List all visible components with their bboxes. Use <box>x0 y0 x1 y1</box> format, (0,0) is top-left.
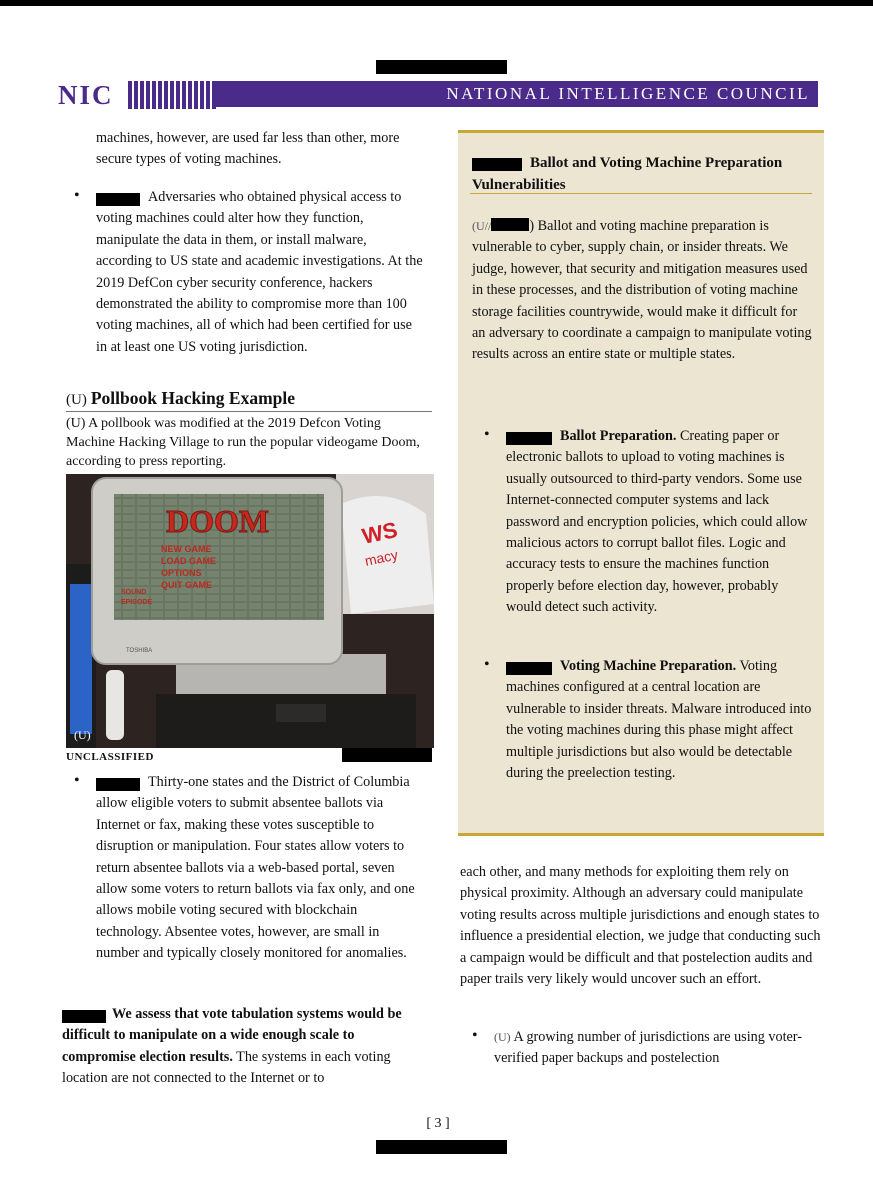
sidebar-title-text: Ballot and Voting Machine Preparation Vulnerabilities <box>472 155 783 193</box>
nic-logo-bars <box>128 81 218 109</box>
bullet-dot: • <box>484 426 490 443</box>
left-bullet-2 <box>96 772 426 965</box>
sidebar-bullet-2 <box>506 656 812 784</box>
example-heading <box>66 388 434 409</box>
svg-text:macy: macy <box>363 546 400 569</box>
sidebar-bullet-2-head: Voting Machine Preparation. <box>560 658 737 674</box>
assessment-rest: The systems in each voting location are not connected to the Internet or to <box>62 1048 391 1087</box>
left-bullet-1-text: Adversaries who obtained physical access to voting machines could alter how they function, manipulate the data in them, or install malware, according to US state and academic investigations. At the 2019 DefCon cyber security conference, hackers demonstrated the ability to compromise more than 100 voting machines, all of which had been certified for use in at least one US voting jurisdiction. <box>96 189 423 355</box>
svg-text:NEW GAME: NEW GAME <box>161 544 212 554</box>
right-bullet-marking: (U) <box>494 1030 511 1044</box>
sidebar-intro: (U// ) Ballot and voting machine preparation is vulnerable to cyber, supply chain, or insider threats. We judge, however, that security and mitigation measures used in these processes, and the distribution of voting machine storage facilities countrywide, would make it difficult for an adversary to coordinate a campaign to manipulate voting results across an entire state or multiple states. <box>472 218 812 363</box>
svg-text:LOAD GAME: LOAD GAME <box>161 556 216 566</box>
svg-text:SOUND: SOUND <box>121 589 147 596</box>
sidebar-title <box>472 152 812 196</box>
page-number: [ 3 ] <box>426 1116 450 1131</box>
top-page-edge <box>0 0 873 6</box>
right-paragraph: each other, and many methods for exploiting them rely on physical proximity. Although an adversary could manipulate voting results across multiple jurisdictions and enough states to influence a presidential election, we judge that conducting such a campaign would be difficult and that postelection audits and paper trails very likely would uncover such an effort. <box>460 864 821 988</box>
classification-label: UNCLASSIFIED <box>66 751 154 763</box>
svg-text:EPISODE: EPISODE <box>121 599 153 606</box>
svg-text:DOOM: DOOM <box>166 503 270 539</box>
nic-logo: NIC <box>58 80 114 110</box>
example-caption: (U) A pollbook was modified at the 2019 Defcon Voting Machine Hacking Village to run the popular videogame Doom, according to press reporting. <box>66 416 420 469</box>
assessment-bold: We assess that vote tabulation systems would be difficult to manipulate on a wide enough scale to compromise election results. <box>62 1006 402 1065</box>
pollbook-photo-svg <box>66 474 434 748</box>
redaction-inline <box>491 218 529 231</box>
svg-text:WS: WS <box>359 517 400 549</box>
assessment-paragraph <box>62 1004 424 1090</box>
left-bullet-2-text: Thirty-one states and the District of Columbia allow eligible voters to submit absentee ballots via Internet or fax, making these votes susceptible to disruption or manipulation. Four states allow voters to return absentee ballots via a web-based portal, seven allow some voters to return ballots via fax only, and one allows mobile voting secured with blockchain technology. Absentee votes, however, are small in number and typically closely monitored for anomalies. <box>96 774 415 962</box>
svg-text:OPTIONS: OPTIONS <box>161 568 202 578</box>
sidebar-bullet-2-text: Voting machines configured at a central location are vulnerable to insider threats. Malware introduced into the voting machines during this phase might affect multiple jurisdictions but also would be detectable during the preelection testing. <box>506 658 812 782</box>
redaction-header <box>376 60 507 74</box>
sidebar-bullet-1 <box>506 426 812 619</box>
svg-text:QUIT GAME: QUIT GAME <box>161 580 212 590</box>
bullet-dot: • <box>484 656 490 673</box>
pollbook-photo <box>66 474 434 748</box>
example-title: Pollbook Hacking Example <box>90 388 296 408</box>
right-bullet <box>494 1027 812 1070</box>
bullet-dot: • <box>472 1027 478 1044</box>
example-marking: (U) <box>66 392 87 408</box>
sidebar-intro-text: Ballot and voting machine preparation is vulnerable to cyber, supply chain, or insider threats. We judge, however, that security and mitigation measures used in these processes, and the distribution of voting machine storage facilities countrywide, would make it difficult for an adversary to coordinate a campaign to manipulate voting results across an entire state or multiple states. <box>472 218 812 363</box>
svg-text:TOSHIBA: TOSHIBA <box>126 648 153 654</box>
sidebar-bullet-1-text: Creating paper or electronic ballots to upload to voting machines is usually outsourced to third-party vendors. Some use Internet-connected computer systems and lack password and encryption policies, which could allow malicious actors to corrupt ballot files. Logic and accuracy tests to ensure the machines function properly before election day, however, probably would detect such activity. <box>506 428 808 616</box>
left-para-top: machines, however, are used far less than other, more secure types of voting machines. <box>96 130 400 168</box>
redaction-footer <box>376 1140 507 1154</box>
redaction-photo-credit <box>342 748 432 762</box>
sidebar-marking: (U// <box>472 219 492 233</box>
photo-marking: (U) <box>74 728 91 742</box>
sidebar-bullet-1-head: Ballot Preparation. <box>560 428 677 444</box>
bullet-dot: • <box>74 772 80 789</box>
nic-banner: NATIONAL INTELLIGENCE COUNCIL <box>214 81 818 107</box>
left-bullet-1 <box>96 187 426 358</box>
sidebar-rule <box>470 193 812 194</box>
example-rule <box>66 411 432 412</box>
bullet-dot: • <box>74 187 80 204</box>
right-bullet-text: A growing number of jurisdictions are using voter-verified paper backups and postelection <box>494 1029 802 1067</box>
